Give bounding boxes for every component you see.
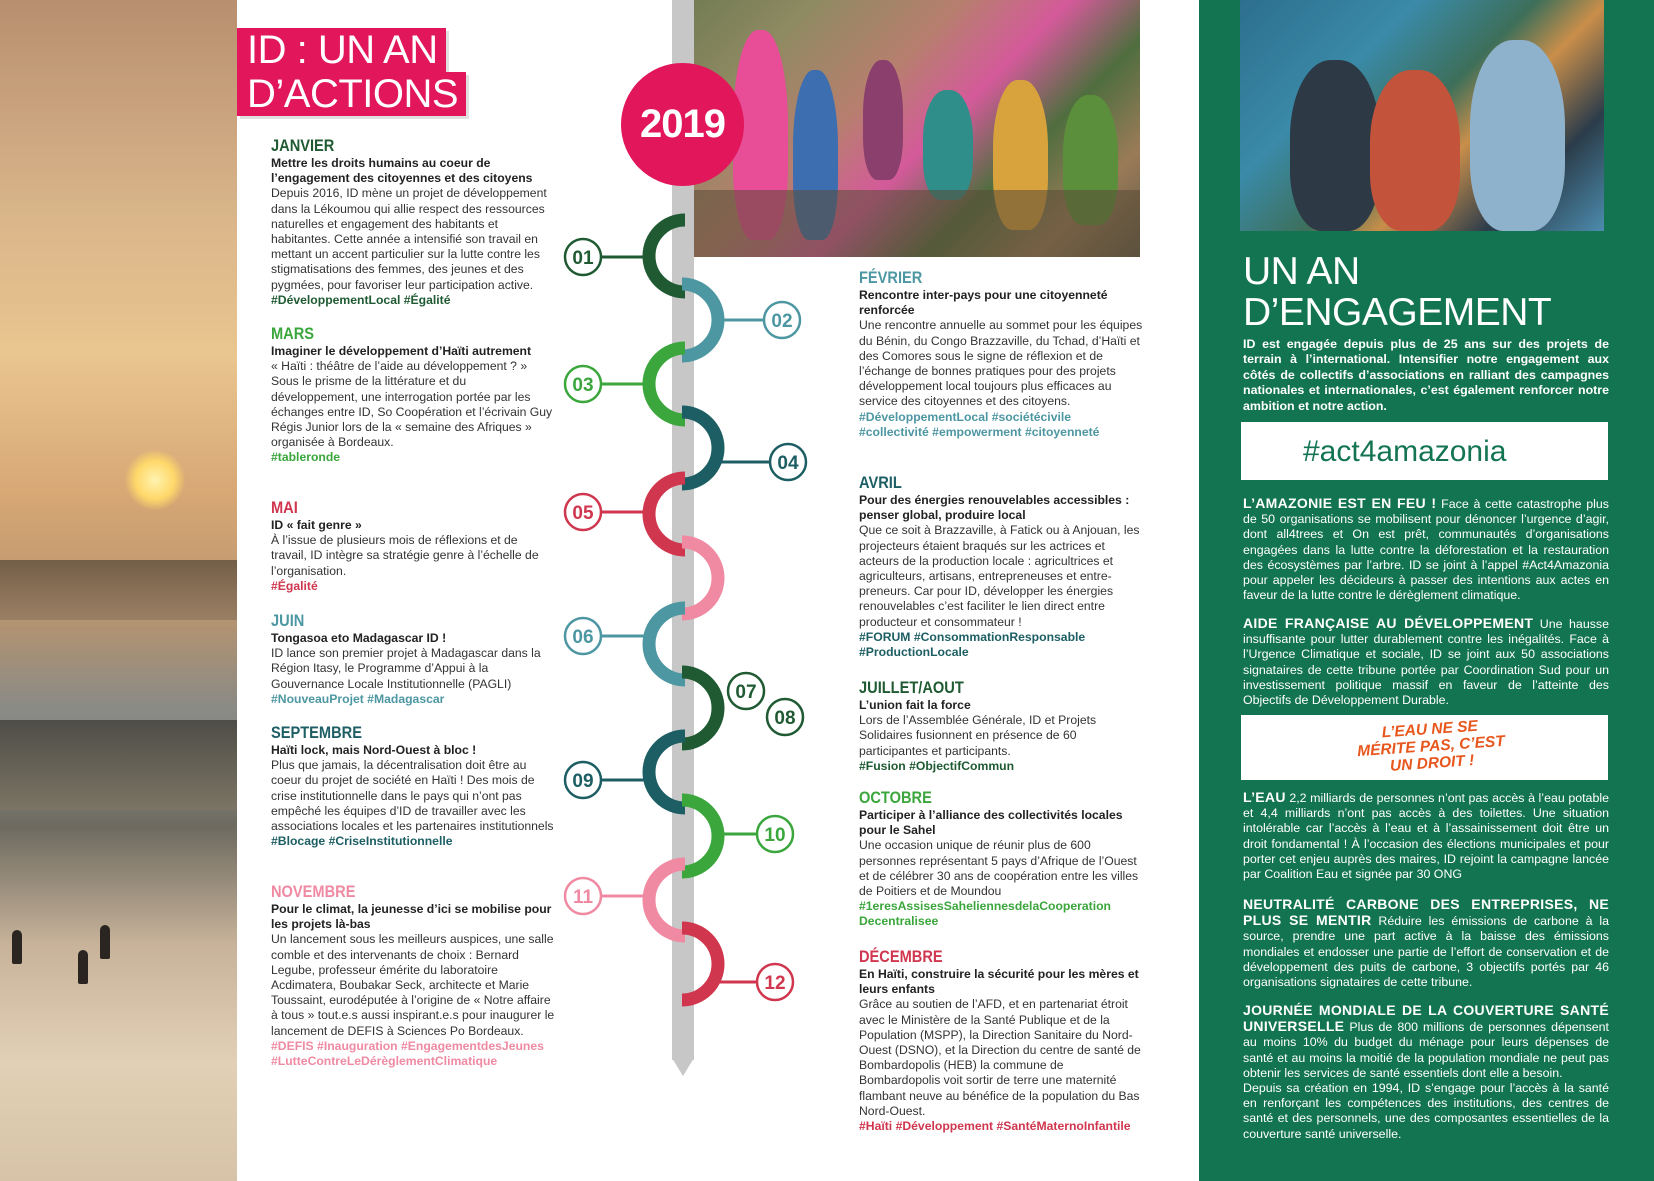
- engagement-title-line-1: UN AN: [1243, 250, 1360, 293]
- entry-month: JUIN: [271, 611, 305, 630]
- section-heading: AIDE FRANÇAISE AU DÉVELOPPEMENT: [1243, 615, 1534, 631]
- figure-shape: [923, 90, 973, 200]
- arc-04: [682, 412, 718, 484]
- section-text: Réduire les émissions de carbone à la source, prendre une part active à la baisse des émissions mondiales et endosser une partie de l’effort de conservation et de développement des puits de carbone, 3 objectifs portés par 46 organisations signataires de cette tribune.: [1243, 914, 1609, 990]
- timeline-arrow-tip: [672, 1058, 694, 1076]
- section-heading: L’AMAZONIE EST EN FEU !: [1243, 495, 1437, 511]
- entry-month: AVRIL: [859, 473, 902, 492]
- treeline-shape: [0, 560, 237, 620]
- entry-month: DÉCEMBRE: [859, 947, 943, 966]
- entry-decembre: [859, 947, 1143, 1134]
- timeline-curves: [540, 200, 830, 1020]
- entry-month: JANVIER: [271, 136, 335, 155]
- arc-03: [649, 348, 685, 420]
- entry-month: SEPTEMBRE: [271, 723, 362, 742]
- arc-09: [649, 736, 685, 808]
- marker-04: 04: [777, 453, 799, 474]
- entry-headline: Participer à l’alliance des collectivités locales pour le Sahel: [859, 808, 1123, 838]
- entry-tags: #Haïti #Développement #SantéMaternoInfantile: [859, 1119, 1131, 1134]
- entry-novembre: [271, 882, 555, 1069]
- eau-droit-logo: [1241, 715, 1608, 780]
- entry-headline: Haïti lock, mais Nord-Ouest à bloc !: [271, 743, 477, 757]
- entry-body: Grâce au soutien de l’AFD, et en partenariat étroit avec le Ministère de la Santé Publique et de la Population (MSPP), la Direction Sanitaire du Nord-Ouest (DSNO), et la Direction du centre de santé de Bombardopolis (HEB) la commune de Bombardopolis voit sortir de terre une maternité flambant neuve au bénéfice de la population du Bas Nord-Ouest.: [859, 997, 1141, 1118]
- entry-juillet-aout: [859, 678, 1143, 774]
- entry-octobre: [859, 788, 1143, 930]
- entry-body: Une rencontre annuelle au sommet pour les équipes du Bénin, du Congo Brazzaville, du Tchad, d’Haïti et des Comores sous le signe de réflexion et de l’échange de bonnes pratiques pour des projets développement local toujours plus efficaces au service des citoyennes et des citoyens.: [859, 318, 1143, 409]
- section-neutralite-carbone: [1243, 897, 1609, 990]
- arc-01: [649, 220, 685, 292]
- entry-tags: #FORUM #ConsommationResponsable #ProductionLocale: [859, 629, 1086, 660]
- marker-03: 03: [572, 375, 594, 396]
- entry-headline: ID « fait genre »: [271, 518, 362, 532]
- marker-09: 09: [572, 771, 594, 792]
- entry-month: FÉVRIER: [859, 268, 923, 287]
- entry-tags: #DéveloppementLocal #sociétécivile #collectivité #empowerment #citoyenneté: [859, 409, 1100, 439]
- section-heading: JOURNÉE MONDIALE DE LA COUVERTURE SANTÉ UNIVERSELLE: [1243, 1002, 1609, 1035]
- section-aide-francaise: [1243, 616, 1609, 708]
- section-sante-universelle: [1243, 1003, 1609, 1142]
- section-eau: [1243, 790, 1609, 882]
- sunset-lake-photo: [0, 0, 237, 1181]
- meeting-photo: [1240, 0, 1604, 231]
- entry-tags: #tableronde: [271, 450, 341, 465]
- act4amazonia-logo: [1241, 422, 1608, 480]
- entry-headline: Pour des énergies renouvelables accessibles : penser global, produire local: [859, 493, 1130, 523]
- entry-headline: Pour le climat, la jeunesse d’ici se mobilise pour les projets là-bas: [271, 902, 552, 932]
- figure-shape: [1290, 60, 1380, 231]
- section-text-2: Depuis sa création en 1994, ID s’engage pour l’accès à la santé en renforçant les compétences des institutions, des centres de santé et des personnels, une des composantes essentielles de la couverture santé universelle.: [1243, 1081, 1609, 1141]
- section-heading: L’EAU: [1243, 789, 1286, 805]
- eau-droit-logo-text: L’EAU NE SE MÉRITE PAS, C’EST UN DROIT !: [1356, 717, 1506, 775]
- entry-month: OCTOBRE: [859, 788, 932, 807]
- engagement-intro: ID est engagée depuis plus de 25 ans sur des projets de terrain à l’international. Intensifier notre engagement aux côtés de collectifs d’associations en ralliant des campagnes nationales et internationales, c’est également renforcer notre ambition et notre action.: [1243, 337, 1609, 413]
- entry-headline: Imaginer le développement d’Haïti autrement: [271, 344, 532, 358]
- entry-headline: En Haïti, construire la sécurité pour les mères et leurs enfants: [859, 967, 1139, 997]
- entry-tags: #DEFIS #Inauguration #EngagementdesJeunes #LutteContreLeDérèglementClimatique: [271, 1038, 544, 1069]
- arc-10: [682, 800, 718, 872]
- marker-08: 08: [774, 708, 796, 729]
- entry-headline: Mettre les droits humains au coeur de l’engagement des citoyennes et des citoyens: [271, 156, 533, 186]
- entry-headline: L’union fait la force: [859, 698, 971, 712]
- section-text: Plus de 800 millions de personnes dépensent au moins 10% du budget du ménage pour leurs dépenses de santé et au moins la moitié de la population mondiale ne peut pas obtenir les services de santé essentiels dont elle a besoin.: [1243, 1020, 1609, 1080]
- marker-05: 05: [572, 503, 594, 524]
- marker-02: 02: [771, 311, 793, 332]
- arc-07: [682, 672, 718, 744]
- act4amazonia-logo-text: #act4amazonia: [1303, 435, 1507, 468]
- section-text: Face à cette catastrophe plus de 50 organisations se mobilisent pour dénoncer l’urgence d’agir, dont all4trees et On est prêt, communautés d’organisations engagées dans la lutte contre la déforestation et la restauration des écosystèmes par l’arbre. ID se joint à l’appel #Act4Amazonia pour appeler les décideurs à passer des intentions aux actes en faveur de la lutte contre le dérèglement climatique.: [1243, 497, 1609, 603]
- arc-12: [682, 928, 718, 1000]
- entry-tags: #1eresAssisesSaheliennesdelaCooperation Decentralisee: [859, 899, 1111, 929]
- entry-tags: #NouveauProjet #Madagascar: [271, 691, 445, 706]
- entry-juin: [271, 611, 555, 707]
- entry-avril: [859, 473, 1143, 660]
- entry-month: NOVEMBRE: [271, 882, 356, 901]
- entry-month: JUILLET/AOUT: [859, 678, 964, 697]
- entry-mars: [271, 324, 555, 466]
- entry-body: « Haïti : théâtre de l’aide au développement ? » Sous le prisme de la littérature et du développement, une interrogation portée par les échanges entre ID, So Coopération et l’écrivain Guy Régis Junior lors de la « semaine des Afriques » organisée à Bordeaux.: [271, 359, 553, 450]
- entry-mai: [271, 498, 555, 594]
- figure-shape: [1470, 40, 1565, 231]
- entry-body: Plus que jamais, la décentralisation doit être au coeur du projet de société en Haïti ! Des mois de crise institutionnelle dans le pays qui n’ont pas empêché les équipes d’ID de travailler avec les associations locales et les partenaires institutionnels: [271, 758, 554, 834]
- entry-body: Un lancement sous les meilleurs auspices, une salle comble et des intervenants de choix : Bernard Legube, professeur émérite du laboratoire Acdimatera, Boubakar Seck, architecte et Marie Toussaint, eurodéputée à l’origine de « Notre affaire à tous » tout.e.s aussi inspirant.e.s pour inaugurer le lancement de DEFIS à Sciences Po Bordeaux.: [271, 932, 555, 1038]
- arc-05: [649, 478, 685, 550]
- shore-shape: [0, 720, 237, 810]
- section-amazonie: [1243, 496, 1609, 603]
- entry-headline: Tongasoa eto Madagascar ID !: [271, 631, 447, 645]
- engagement-title: [1243, 251, 1551, 333]
- marker-12: 12: [764, 973, 786, 994]
- arc-pink: [682, 542, 718, 614]
- sun-shape: [125, 450, 185, 510]
- entry-tags: #DéveloppementLocal #Égalité: [271, 292, 451, 307]
- silhouette-person: [100, 925, 110, 959]
- arc-02: [682, 284, 718, 356]
- entry-tags: #Égalité: [271, 578, 318, 593]
- arc-06: [649, 608, 685, 680]
- entry-septembre: [271, 723, 555, 849]
- entry-tags: #Fusion #ObjectifCommun: [859, 758, 1015, 773]
- entry-body: À l’issue de plusieurs mois de réflexions et de travail, ID intègre sa stratégie genre à l’échelle de l’organisation.: [271, 533, 539, 578]
- figure-shape: [863, 60, 903, 180]
- title-line-2: D’ACTIONS: [237, 72, 466, 116]
- section-heading: NEUTRALITÉ CARBONE DES ENTREPRISES, NE PLUS SE MENTIR: [1243, 896, 1609, 929]
- section-text: 2,2 milliards de personnes n’ont pas accès à l’eau potable et 4,4 milliards n’ont pas accès à des toilettes. Une situation intolérable car l’accès à l’eau et à l’assainissement doit être un droit fondamental ! À l’occasion des élections municipales et pour porter cet enjeu auprès des maires, ID rejoint la campagne lancée par Coalition Eau et signée par 30 ONG: [1243, 791, 1609, 882]
- marker-10: 10: [764, 825, 786, 846]
- marker-11: 11: [572, 887, 594, 908]
- entry-fevrier: [859, 268, 1143, 440]
- figure-shape: [1370, 70, 1460, 231]
- year-badge: 2019: [621, 63, 744, 186]
- entry-body: Une occasion unique de réunir plus de 600 personnes représentant 5 pays d’Afrique de l’Ouest et de célébrer 30 ans de coopération entre les villes de Poitiers et de Moundou: [859, 838, 1139, 899]
- arc-11: [649, 864, 685, 936]
- entry-body: Depuis 2016, ID mène un projet de développement dans la Lékoumou qui allie respect des ressources naturelles et engagement des habitants et habitantes. Cette année a intensifié son travail en mettant un accent particulier sur la lutte contre les stigmatisations des femmes, des jeunes et des pygmées, pour favoriser leur participation active.: [271, 186, 547, 292]
- silhouette-person: [78, 950, 88, 984]
- entry-tags: #Blocage #CriseInstitutionnelle: [271, 834, 453, 849]
- marker-07: 07: [735, 682, 757, 703]
- entry-headline: Rencontre inter-pays pour une citoyenneté renforcée: [859, 288, 1108, 318]
- engagement-title-line-2: D’ENGAGEMENT: [1243, 291, 1552, 334]
- entry-body: Que ce soit à Brazzaville, à Fatick ou à Anjouan, les projecteurs étaient braqués sur les actrices et acteurs de la production locale : agricultrices et agriculteurs, artisans, entrepreneuses et entre-preneurs. Car pour ID, développer les énergies renouvelables c’est faciliter le lien direct entre producteur et consommateur !: [859, 523, 1140, 629]
- section-text: Une hausse insuffisante pour lutter durablement contre les inégalités. Face à l’Urgence Climatique et sociale, ID se joint aux 50 associations signataires de cette tribune portée par Coordination Sud pour un investissement politique massif en faveur de l’atteinte des Objectifs de Développement Durable.: [1243, 617, 1609, 708]
- entry-month: MAI: [271, 498, 298, 517]
- silhouette-person: [12, 930, 22, 964]
- title-line-1: ID : UN AN: [237, 28, 446, 72]
- entry-month: MARS: [271, 324, 315, 343]
- entry-janvier: [271, 136, 555, 308]
- entry-body: ID lance son premier projet à Madagascar dans la Région Itasy, le Programme d’Appui à la Gouvernance Locale Institutionnelle (PAGLI): [271, 646, 541, 691]
- marker-06: 06: [572, 627, 594, 648]
- entry-body: Lors de l’Assemblée Générale, ID et Projets Solidaires fusionnent en présence de 60 participantes et participants.: [859, 713, 1097, 758]
- marker-01: 01: [572, 248, 594, 269]
